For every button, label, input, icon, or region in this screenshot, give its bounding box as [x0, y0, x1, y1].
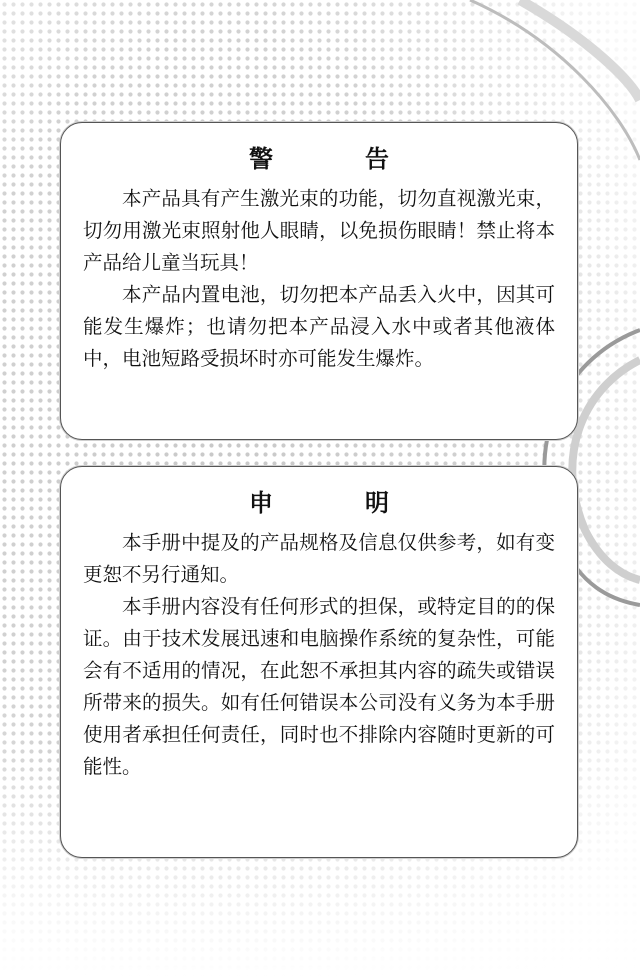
statement-paragraph-2: 本手册内容没有任何形式的担保，或特定目的的保证。由于技术发展迅速和电脑操作系统的复杂性，可能会有不适用的情况，在此恕不承担其内容的疏失或错误所带来的损失。如有任何错误本公司没有义务为本手册使用者承担任何责任，同时也不排除内容随时更新的可能性。	[83, 595, 555, 778]
warning-paragraph-2: 本产品内置电池，切勿把本产品丢入火中，因其可能发生爆炸；也请勿把本产品浸入水中或者其他液体中，电池短路受损坏时亦可能发生爆炸。	[83, 283, 555, 370]
warning-title: 警 告	[249, 145, 423, 173]
warning-card	[60, 122, 578, 440]
warning-paragraph-1: 本产品具有产生激光束的功能，切勿直视激光束，切勿用激光束照射他人眼睛，以免损伤眼睛！禁止将本产品给儿童当玩具！	[83, 187, 555, 274]
statement-paragraph-1: 本手册中提及的产品规格及信息仅供参考，如有变更恕不另行通知。	[83, 531, 555, 586]
statement-card	[60, 466, 578, 858]
statement-title: 申 明	[249, 489, 423, 517]
